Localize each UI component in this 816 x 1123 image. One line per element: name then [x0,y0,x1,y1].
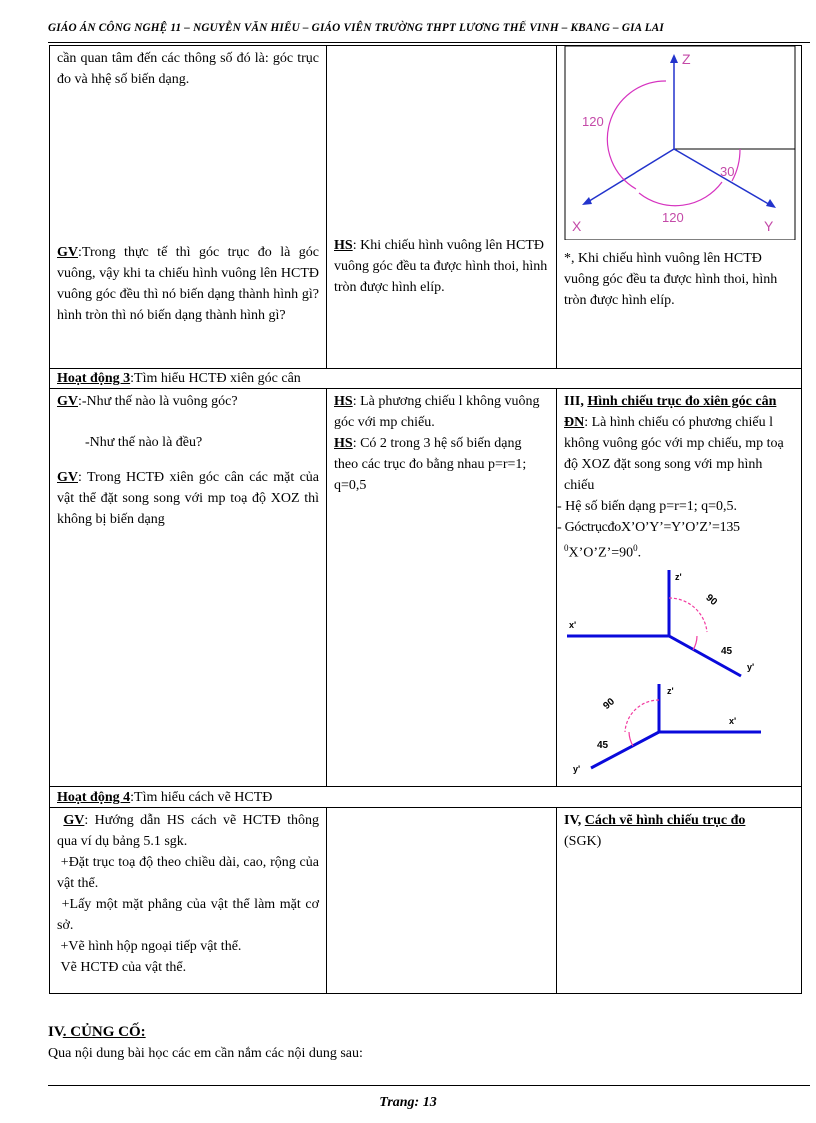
x-label: X [572,218,582,234]
content-cell [557,46,802,369]
activity-4-header: Hoạt động 4:Tìm hiểu cách vẽ HCTĐ [50,787,802,808]
note-text: *, Khi chiếu hình vuông lên HCTĐ vuông góc đều ta được hình thoi, hình tròn được hình elíp. [564,251,778,308]
lesson-table [49,45,802,994]
fig1-arc-90 [669,598,707,632]
step-1: +Đặt trục toạ độ theo chiều dài, cao, rộng của vật thể. [57,855,319,891]
gv-intro: cần quan tâm đến các thông số đó là: góc trục đo và hhệ số biến dạng. [57,51,319,87]
teacher-cell [50,389,327,787]
fig2-x-label: x' [729,715,737,726]
z-label: Z [682,51,691,67]
activity-3-header: Hoạt động 3:Tìm hiểu HCTĐ xiên góc cân [50,369,802,389]
fig2-arc-45 [629,732,633,746]
page-header: GIÁO ÁN CÔNG NGHỆ 11 – NGUYỄN VĂN HIẾU – GIÁO VIÊN TRƯỜNG THPT LƯƠNG THẾ VINH – KBANG – GIA LAI [48,22,664,34]
arc-120-left [607,81,666,189]
table-row [50,787,802,808]
fig1-arc-45 [693,636,697,650]
section-consolidate-title: IV. CỦNG CỐ: [48,1024,146,1040]
student-cell [327,46,557,369]
bullet-angle: - GóctrụcđoX’O’Y’=Y’O’Z’=135 [557,520,740,535]
gv-guide: GV: Hướng dẫn HS cách vẽ HCTĐ thông qua ví dụ bảng 5.1 sgk. [57,813,319,849]
gv-question-2: -Như thế nào là đều? [85,435,203,450]
step-4: Vẽ HCTĐ của vật thể. [60,960,187,975]
fig1-angle-45: 45 [721,645,733,657]
definition: ĐN: Là hình chiếu có phương chiếu l không vuông góc với mp chiếu, mp toạ độ XOZ đặt song song với mp hình chiếu [564,415,784,493]
gv-explain: GV: Trong HCTĐ xiên góc cân các mặt của vật thể đặt song song với mp toạ độ XOZ thì không bị biến dạng [57,470,319,527]
fig2-y-label: y' [573,763,581,774]
table-row [50,808,802,994]
page-number: Trang: 13 [379,1095,437,1110]
footer-rule [48,1085,810,1086]
y-label: Y [764,218,774,234]
hs-answer: HS: Khi chiếu hình vuông lên HCTĐ vuông góc đều ta được hình thoi, hình tròn được hình elíp. [334,238,548,295]
table-row [50,46,802,369]
gv-question: GV:Trong thực tế thì góc trục đo là góc vuông, vậy khi ta chiếu hình vuông lên HCTĐ vuông góc đều thì nó biến dạng thành hình gì? hình tròn thì nó biến dạng thành hình gì? [57,245,319,323]
teacher-cell [50,46,327,369]
step-3: +Vẽ hình hộp ngoại tiếp vật thể. [60,939,242,954]
fig2-z-label: z' [667,685,674,696]
angle-label-30: 30 [720,164,735,179]
gv-question-1: GV:-Như thế nào là vuông góc? [57,394,238,409]
fig1-angle-90: 90 [703,592,720,608]
section-iv-title: IV, Cách vẽ hình chiếu trục đo [564,813,746,828]
arc-120-bottom [639,182,722,206]
fig2-angle-45: 45 [597,739,609,751]
x-axis [586,149,674,203]
fig2-angle-90: 90 [601,696,617,712]
section-iii-title: III, Hình chiếu trục đo xiên góc cân [564,394,777,409]
hs-answer-1: HS: Là phương chiếu l không vuông góc với mp chiếu. [334,394,540,430]
consolidate-text: Qua nội dung bài học các em cần nắm các nội dung sau: [48,1046,363,1061]
table-row [50,369,802,389]
step-2: +Lấy một mặt phẳng của vật thể làm mặt cơ sở. [57,897,320,933]
content-cell [557,808,802,994]
oblique-axes-figure [557,566,789,778]
fig1-z-label: z' [675,571,682,582]
content-cell [557,389,802,787]
angle-label-120-left: 120 [582,114,604,129]
y-arrow-icon [766,199,776,208]
student-cell [327,808,557,994]
table-row [50,389,802,787]
bullet-coef: - Hệ số biến dạng p=r=1; q=0,5. [557,499,737,514]
z-arrow-icon [670,54,678,63]
x-arrow-icon [582,197,592,205]
header-rule [48,42,810,43]
isometric-axes-figure [564,46,796,240]
fig1-y-label: y' [747,661,755,672]
fig2-arc-90 [625,700,659,732]
teacher-cell [50,808,327,994]
section-iv-note: (SGK) [564,834,602,849]
fig1-x-label: x' [569,619,577,630]
student-cell [327,389,557,787]
bullet-angle-2: $^0X’O’Z’=90^0$. [564,543,642,561]
hs-answer-2: HS: Có 2 trong 3 hệ số biến dạng theo các trục đo bằng nhau p=r=1; q=0,5 [334,436,527,493]
angle-label-120-bottom: 120 [662,210,684,225]
